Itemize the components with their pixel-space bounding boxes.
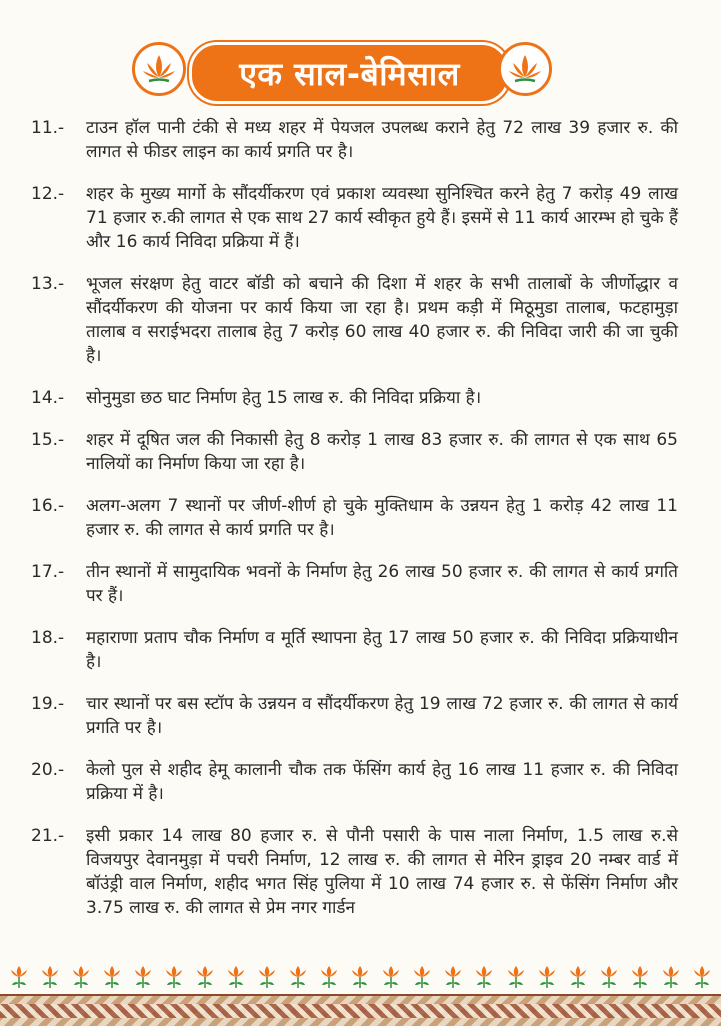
flower-icon [567,964,589,990]
flower-icon [442,964,464,990]
item-text: शहर में दूषित जल की निकासी हेतु 8 करोड़ 1 लाख 83 हजार रु. की लागत से एक साथ 65 नालियों का निर्माण किया जा रहा है। [86,430,678,474]
flower-icon [660,964,682,990]
item-number: 12.- [31,184,65,204]
flower-icon [70,964,92,990]
list-item [0,116,721,164]
lotus-emblem-icon [132,42,186,96]
flower-icon [691,964,713,990]
item-number: 14.- [31,388,65,408]
flower-icon [473,964,495,990]
item-text: केलो पुल से शहीद हेमू कालानी चौक तक फेंसिंग कार्य हेतु 16 लाख 11 हजार रु. की निविदा प्रक्रिया में है। [86,760,678,804]
item-number: 15.- [31,430,65,450]
list-item [0,626,721,674]
flower-icon [598,964,620,990]
flower-row [0,964,721,992]
list-item [0,182,721,254]
patterned-band-inner [0,1004,721,1018]
patterned-band [0,994,721,1026]
item-text: अलग-अलग 7 स्थानों पर जीर्ण-शीर्ण हो चुके मुक्तिधाम के उन्नयन हेतु 1 करोड़ 42 लाख 11 हजार रु. की लागत से कार्य प्रगति पर है। [86,496,678,540]
item-text: सोनुमुडा छठ घाट निर्माण हेतु 15 लाख रु. की निविदा प्रक्रिया है। [86,388,482,408]
item-number: 19.- [31,694,65,714]
item-number: 18.- [31,628,65,648]
flower-icon [101,964,123,990]
list-item [0,386,721,410]
list-item [0,692,721,740]
item-text: तीन स्थानों में सामुदायिक भवनों के निर्माण हेतु 26 लाख 50 हजार रु. की लागत से कार्य प्रगति पर हैं। [86,562,678,606]
flower-icon [194,964,216,990]
item-number: 16.- [31,496,65,516]
header-banner [0,36,721,104]
flower-icon [225,964,247,990]
item-text: इसी प्रकार 14 लाख 80 हजार रु. से पौनी पसारी के पास नाला निर्माण, 1.5 लाख रु.से विजयपुर देवानमुड़ा में पचरी निर्माण, 12 लाख रु. की लागत से मेरिन ड्राइव 20 नम्बर वार्ड में बॉउंड्री वाल निर्माण, शहीद भगत सिंह पुलिया में 10 लाख 74 हजार रु. से फेंसिंग निर्माण और 3.75 लाख रु. की लागत से प्रेम नगर गार्डन [86,826,678,918]
flower-icon [8,964,30,990]
item-number: 21.- [31,826,65,846]
item-number: 17.- [31,562,65,582]
list-item [0,758,721,806]
item-number: 11.- [31,118,65,138]
item-number: 13.- [31,274,65,294]
flower-icon [287,964,309,990]
list-item [0,494,721,542]
title-pill [189,42,510,104]
item-text: भूजल संरक्षण हेतु वाटर बॉडी को बचाने की दिशा में शहर के सभी तालाबों के जीर्णोद्धार व सौंदर्यीकरण की योजना पर कार्य किया जा रहा है। प्रथम कड़ी में मिठूमुडा तालाब, फटहामुड़ा तालाब व सराईभदरा तालाब हेतु 7 करोड़ 60 लाख 40 हजार रु. की निविदा जारी की जा चुकी है। [86,274,678,366]
list-item [0,824,721,920]
achievement-list [0,116,721,938]
lotus-emblem-icon [498,42,552,96]
list-item [0,272,721,368]
flower-icon [39,964,61,990]
flower-icon [380,964,402,990]
flower-icon [163,964,185,990]
flower-icon [349,964,371,990]
item-text: महाराणा प्रताप चौक निर्माण व मूर्ति स्थापना हेतु 17 लाख 50 हजार रु. की निविदा प्रक्रियाधीन है। [86,628,678,672]
item-text: चार स्थानों पर बस स्टॉप के उन्नयन व सौंदर्यीकरण हेतु 19 लाख 72 हजार रु. की लागत से कार्य प्रगति पर है। [86,694,678,738]
item-text: शहर के मुख्य मार्गो के सौंदर्यीकरण एवं प्रकाश व्यवस्था सुनिश्चित करने हेतु 7 करोड़ 49 लाख 71 हजार रु.की लागत से एक साथ 27 कार्य स्वीकृत हुये हैं। इसमें से 11 कार्य आरम्भ हो चुके हैं और 16 कार्य निविदा प्रक्रिया में हैं। [86,184,678,252]
flower-icon [318,964,340,990]
flower-icon [629,964,651,990]
decorative-border [0,964,721,1024]
page-title: एक साल-बेमिसाल [239,54,460,93]
flower-icon [411,964,433,990]
flower-icon [256,964,278,990]
flower-icon [536,964,558,990]
item-text: टाउन हॉल पानी टंकी से मध्य शहर में पेयजल उपलब्ध कराने हेतु 72 लाख 39 हजार रु. की लागत से फीडर लाइन का कार्य प्रगति पर है। [86,118,678,162]
item-number: 20.- [31,760,65,780]
list-item [0,428,721,476]
list-item [0,560,721,608]
flower-icon [132,964,154,990]
flower-icon [505,964,527,990]
